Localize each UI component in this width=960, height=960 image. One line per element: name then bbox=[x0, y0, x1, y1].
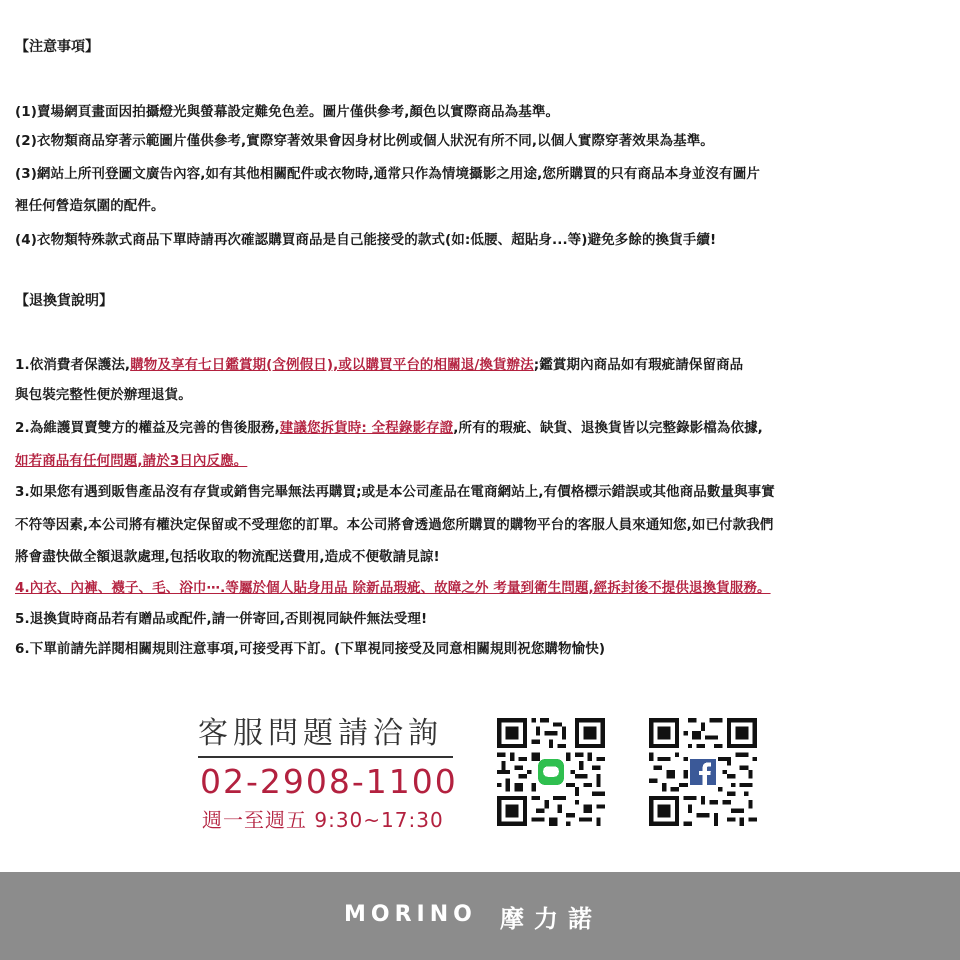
notice-title: 【注意事項】 bbox=[15, 39, 99, 55]
returns-item-2-text-b: ,所有的瑕疵、缺貨、退換貨皆以完整錄影檔為依據, bbox=[453, 420, 763, 436]
returns-title: 【退換貨說明】 bbox=[15, 293, 113, 309]
returns-item-6: 6.下單前請先詳閱相關規則注意事項,可接受再下訂。(下單視同接受及同意相關規則祝您購物愉快) bbox=[15, 641, 606, 657]
notice-item-3: (3)網站上所刊登圖文廣告內容,如有其他相關配件或衣物時,通常只作為情境攝影之用途,您所購買的只有商品本身並沒有圖片 bbox=[15, 166, 760, 182]
contact-title: 客服問題請洽詢 bbox=[198, 716, 443, 751]
contact-block bbox=[198, 708, 458, 832]
footer-brand-logo: MORINO bbox=[344, 902, 477, 927]
returns-item-2 bbox=[15, 416, 763, 436]
returns-item-2-warning: 如若商品有任何問題,請於3日內反應。 bbox=[15, 453, 248, 469]
facebook-qr-code[interactable] bbox=[649, 718, 757, 826]
returns-item-3-cont-2: 將會盡快做全額退款處理,包括收取的物流配送費用,造成不便敬請見諒! bbox=[15, 549, 440, 565]
contact-divider bbox=[198, 756, 453, 758]
notice-item-1: (1)賣場網頁畫面因拍攝燈光與螢幕設定難免色差。圖片僅供參考,顏色以實際商品為基準。 bbox=[15, 104, 560, 120]
returns-item-4-highlight: 4.內衣、內褲、襪子、毛、浴巾⋯.等屬於個人貼身用品 除新品瑕疵、故障之外 考量到衛生問題,經拆封後不提供退換貨服務。 bbox=[15, 580, 771, 596]
notice-item-2: (2)衣物類商品穿著示範圖片僅供參考,實際穿著效果會因身材比例或個人狀況有所不同,以個人實際穿著效果為基準。 bbox=[15, 133, 714, 149]
facebook-qr-graphic bbox=[649, 718, 757, 826]
footer-brand-chinese: 摩力諾 bbox=[500, 905, 602, 933]
notice-item-3-cont: 裡任何營造氛圍的配件。 bbox=[15, 198, 165, 214]
returns-item-3: 3.如果您有遇到販售產品沒有存貨或銷售完畢無法再購買;或是本公司產品在電商網站上,有價格標示錯誤或其他商品數量與事實 bbox=[15, 484, 775, 500]
returns-item-1-text-a: 1.依消費者保護法, bbox=[15, 357, 131, 373]
returns-item-3-cont-1: 不符等因素,本公司將有權決定保留或不受理您的訂單。本公司將會透過您所購買的購物平台的客服人員來通知您,如已付款我們 bbox=[15, 517, 774, 533]
contact-hours: 週一至週五 9:30~17:30 bbox=[202, 808, 444, 832]
returns-item-1-highlight: 購物及享有七日鑑賞期(含例假日),或以購買平台的相關退/換貨辦法 bbox=[130, 357, 534, 373]
returns-item-2-cont bbox=[15, 449, 247, 469]
returns-item-1-cont: 與包裝完整性便於辦理退貨。 bbox=[15, 387, 192, 403]
line-qr-code[interactable] bbox=[497, 718, 605, 826]
returns-item-1-text-b: ;鑑賞期內商品如有瑕疵請保留商品 bbox=[533, 357, 744, 373]
returns-item-5: 5.退換貨時商品若有贈品或配件,請一併寄回,否則視同缺件無法受理! bbox=[15, 611, 428, 627]
returns-item-1 bbox=[15, 353, 743, 373]
returns-item-2-text-a: 2.為維護買賣雙方的權益及完善的售後服務, bbox=[15, 420, 280, 436]
footer-bar bbox=[0, 872, 960, 960]
returns-item-4 bbox=[15, 576, 771, 596]
line-qr-graphic bbox=[497, 718, 605, 826]
notice-item-4: (4)衣物類特殊款式商品下單時請再次確認購買商品是自己能接受的款式(如:低腰、超貼身...等)避免多餘的換貨手續! bbox=[15, 232, 717, 248]
contact-phone[interactable]: 02-2908-1100 bbox=[200, 762, 458, 801]
returns-item-2-highlight: 建議您拆貨時: 全程錄影存證 bbox=[279, 420, 454, 436]
